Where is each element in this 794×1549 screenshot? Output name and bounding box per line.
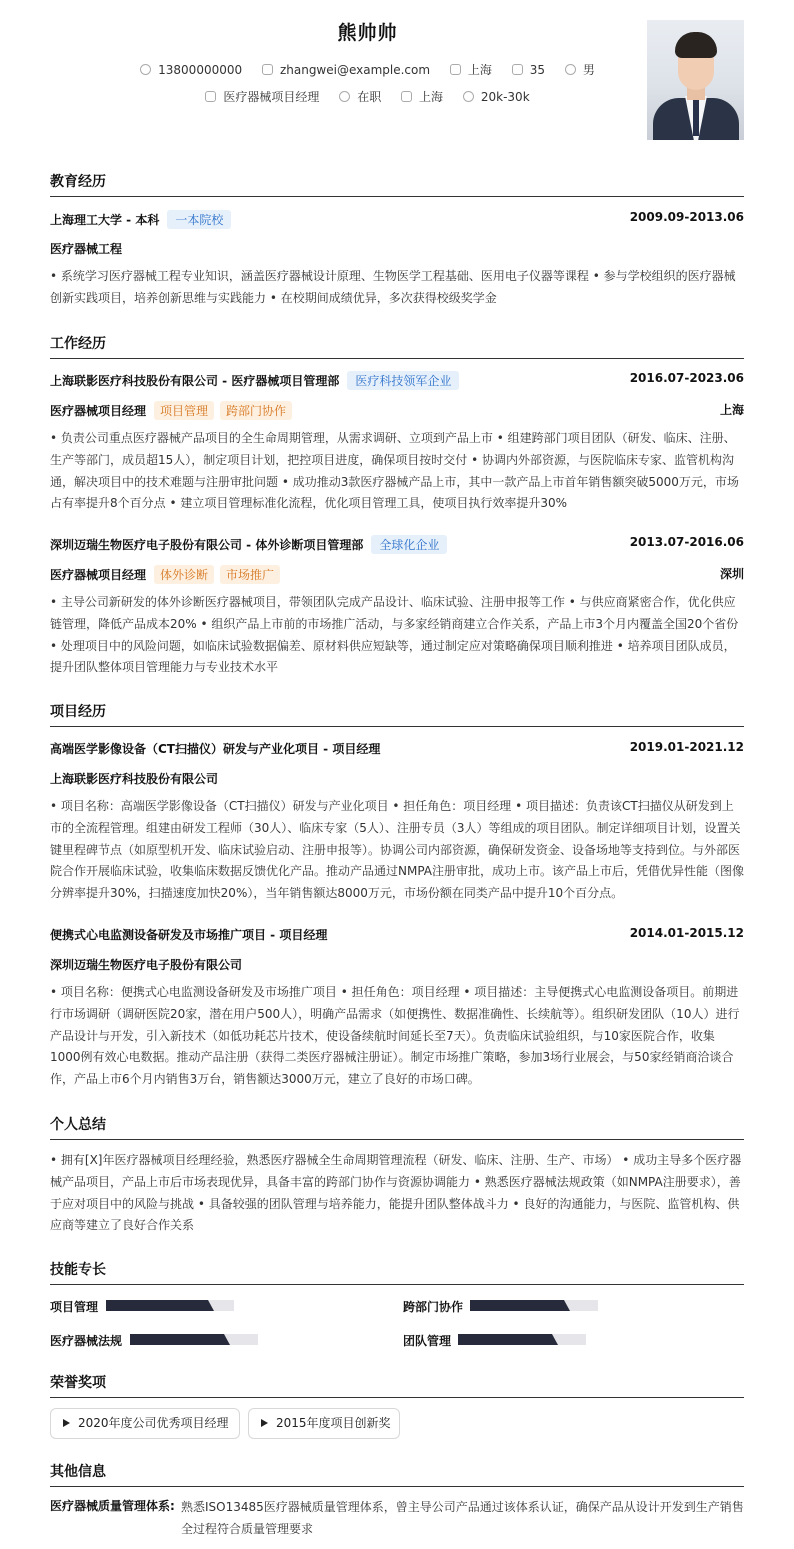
location-item — [450, 61, 492, 78]
work-role: 医疗器械项目经理 — [50, 404, 147, 418]
skill-bar — [130, 1334, 258, 1345]
age-text: 35 — [529, 62, 546, 77]
target-city-item — [401, 88, 443, 105]
triangle-icon — [261, 1419, 268, 1427]
project-item-2-header — [50, 926, 744, 943]
project-item-2-company-row — [50, 956, 744, 973]
gender-icon — [565, 64, 576, 75]
skill-name: 团队管理 — [403, 1334, 452, 1348]
skill-name: 跨部门协作 — [403, 1300, 464, 1314]
gender-item — [565, 61, 595, 78]
summary-text: • 拥有[X]年医疗器械项目经理经验，熟悉医疗器械全生命周期管理流程（研发、临床、注册、生产、市场） • 成功主导多个医疗器械产品项目，产品上市后市场表现优异，具备丰富的跨部门协作与资源协调能力 • 熟悉医疗器械法规政策（如NMPA注册要求），善于应对项目中的风险与挑战 • 具备较强的团队管理与培养能力，能提升团队整体战斗力 • 良好的沟通能力，与医院、监管机构、供应商等建立了良好合作关系 — [50, 1153, 742, 1233]
education-description: • 系统学习医疗器械工程专业知识，涵盖医疗器械设计原理、生物医学工程基础、医用电子仪器等课程 • 参与学校组织的医疗器械创新实践项目，培养创新思维与实践能力 • 在校期间成绩优异，多次获得校级奖学金 — [50, 269, 736, 305]
phone-text: 13800000000 — [158, 62, 243, 77]
education-header-row — [50, 210, 744, 229]
project-company: 深圳迈瑞生物医疗电子股份有限公司 — [50, 958, 243, 972]
skill-bar-fill — [458, 1334, 552, 1345]
role-tag: 项目管理 — [154, 401, 214, 420]
candidate-name: 熊帅帅 — [337, 22, 398, 44]
major-name: 医疗器械工程 — [50, 242, 123, 256]
work-city: 深圳 — [719, 567, 744, 581]
target-city-text: 上海 — [419, 90, 444, 104]
summary-section-title: 个人总结 — [50, 1114, 744, 1140]
skill-bar — [106, 1300, 234, 1311]
projects-section-title: 项目经历 — [50, 701, 744, 727]
skills-section-title: 技能专长 — [50, 1259, 744, 1285]
awards-section-title: 荣誉奖项 — [50, 1372, 744, 1398]
project-item-1-header — [50, 740, 744, 757]
project-period: 2014.01-2015.12 — [629, 926, 744, 940]
phone-icon — [140, 64, 151, 75]
email-text: zhangwei@example.com — [279, 62, 431, 77]
project-item-2-description: • 项目名称：便携式心电监测设备研发及市场推广项目 • 担任角色：项目经理 • 项目描述：主导便携式心电监测设备项目。前期进行市场调研（调研医院20家，潜在用户500人），明确产品需求（如便携性、数据准确性、长续航等）。组织研发团队（10人）进行产品设计与开发，引入新技术（如低功耗芯片技术，使设备续航时间延长至7天）。负责临床试验组织，与10家医院合作，收集1000例有效心电数据。推动产品注册（获得二类医疗器械注册证）。制定市场推广策略，参加3场行业展会，与50家经销商洽谈合作，产品上市6个月内销售3万台，销售额达3000万元，建立了良好的市场口碑。 — [50, 985, 740, 1087]
award-item — [50, 1408, 240, 1439]
salary-item — [463, 90, 530, 104]
company-tag: 全球化企业 — [371, 535, 447, 554]
role-tag: 体外诊断 — [154, 565, 214, 584]
gender-text: 男 — [582, 63, 595, 77]
work-item-2-header — [50, 535, 744, 554]
work-period: 2013.07-2016.06 — [629, 535, 744, 549]
job-title-text: 医疗器械项目经理 — [223, 90, 320, 104]
project-company: 上海联影医疗科技股份有限公司 — [50, 772, 219, 786]
skill-bar-fill — [130, 1334, 224, 1345]
age-item — [512, 63, 545, 77]
building-icon — [401, 91, 412, 102]
skill-name: 项目管理 — [50, 1300, 99, 1314]
job-intent-line — [50, 88, 685, 105]
skill-bar — [458, 1334, 586, 1345]
status-text: 在职 — [357, 90, 382, 104]
work-section-title: 工作经历 — [50, 333, 744, 359]
coin-icon — [463, 91, 474, 102]
work-item-2-description: • 主导公司新研发的体外诊断医疗器械项目，带领团队完成产品设计、临床试验、注册申报等工作 • 与供应商紧密合作，优化供应链管理，降低产品成本20% • 组织产品上市前的市场推广活动，与多家经销商建立合作关系，产品上市3个月内覆盖全国20个省份 • 处理项目中的风险问题，如临床试验数据偏差、原材料供应短缺等，通过制定应对策略确保项目顺利推进 • 培养项目团队成员，提升团队整体项目管理能力与专业技术水平 — [50, 595, 739, 675]
home-icon — [450, 64, 461, 75]
resume-page — [50, 0, 744, 1549]
work-role: 医疗器械项目经理 — [50, 568, 147, 582]
other-section-title: 其他信息 — [50, 1461, 744, 1487]
work-item-1-header — [50, 371, 744, 390]
work-company: 上海联影医疗科技股份有限公司 - 医疗器械项目管理部 — [50, 374, 340, 388]
work-city: 上海 — [719, 403, 744, 417]
project-name: 高端医学影像设备（CT扫描仪）研发与产业化项目 - 项目经理 — [50, 742, 381, 756]
skill-name: 医疗器械法规 — [50, 1334, 123, 1348]
award-item — [248, 1408, 400, 1439]
triangle-icon — [63, 1419, 70, 1427]
project-name: 便携式心电监测设备研发及市场推广项目 - 项目经理 — [50, 928, 328, 942]
education-major-row — [50, 240, 744, 257]
education-period: 2009.09-2013.06 — [629, 210, 744, 224]
project-item-1-company-row — [50, 770, 744, 787]
salary-text: 20k-30k — [480, 89, 530, 104]
skill-bar — [470, 1300, 598, 1311]
location-text: 上海 — [467, 63, 492, 77]
work-item-1-description: • 负责公司重点医疗器械产品项目的全生命周期管理，从需求调研、立项到产品上市 • 组建跨部门项目团队（研发、临床、注册、生产等部门，成员超15人），制定项目计划，把控项目进度，确保项目按时交付 • 协调内外部资源，与医院临床专家、监管机构沟通，解决项目中的技术难题与注册审批问题 • 成功推动3款医疗器械产品上市，其中一款产品上市首年销售额突破5000万元，市场占有率提升8个百分点 • 建立项目管理标准化流程，优化项目管理工具，使项目执行效率提升30% — [50, 431, 739, 511]
email-icon — [262, 64, 273, 75]
role-tag: 跨部门协作 — [220, 401, 292, 420]
status-item — [339, 88, 381, 105]
skill-bar-fill — [106, 1300, 208, 1311]
award-text: 2015年度项目创新奖 — [276, 1416, 391, 1430]
skill-bar-fill — [470, 1300, 564, 1311]
role-tag: 市场推广 — [220, 565, 280, 584]
work-item-2-role-row — [50, 565, 744, 584]
school-name: 上海理工大学 - 本科 — [50, 213, 160, 227]
other-text: 熟悉ISO13485医疗器械质量管理体系，曾主导公司产品通过该体系认证，确保产品从设计开发到生产销售全过程符合质量管理要求 — [181, 1500, 744, 1536]
work-period: 2016.07-2023.06 — [629, 371, 744, 385]
job-title-item — [205, 88, 319, 105]
project-period: 2019.01-2021.12 — [629, 740, 744, 754]
work-company: 深圳迈瑞生物医疗电子股份有限公司 - 体外诊断项目管理部 — [50, 538, 364, 552]
company-tag: 医疗科技领军企业 — [347, 371, 459, 390]
other-label: 医疗器械质量管理体系: — [50, 1499, 175, 1513]
project-item-1-description: • 项目名称：高端医学影像设备（CT扫描仪）研发与产业化项目 • 担任角色：项目经理 • 项目描述：负责该CT扫描仪从研发到上市的全流程管理。组建由研发工程师（30人）、临床专家（5人）、注册专员（3人）等组成的项目团队。制定详细项目计划，设置关键里程碑节点（如原型机开发、临床试验启动、注册申报等）。协调公司内部资源，确保研发资金、设备场地等支持到位。与外部医院合作开展临床试验，收集临床数据反馈优化产品。推动产品通过NMPA注册审批，成功上市。该产品上市后，凭借优异性能（图像分辨率提升30%，扫描速度加快20%），当年销售额达8000万元，市场份额在同类产品中提升10个百分点。 — [50, 799, 745, 901]
profile-photo — [647, 20, 744, 140]
contact-line — [50, 61, 685, 78]
education-section-title: 教育经历 — [50, 171, 744, 197]
school-tag: 一本院校 — [167, 210, 231, 229]
email-item — [262, 63, 430, 77]
send-icon — [205, 91, 216, 102]
award-text: 2020年度公司优秀项目经理 — [78, 1416, 229, 1430]
phone-item — [140, 63, 242, 77]
gear-icon — [339, 91, 350, 102]
work-item-1-role-row — [50, 401, 744, 420]
cake-icon — [512, 64, 523, 75]
